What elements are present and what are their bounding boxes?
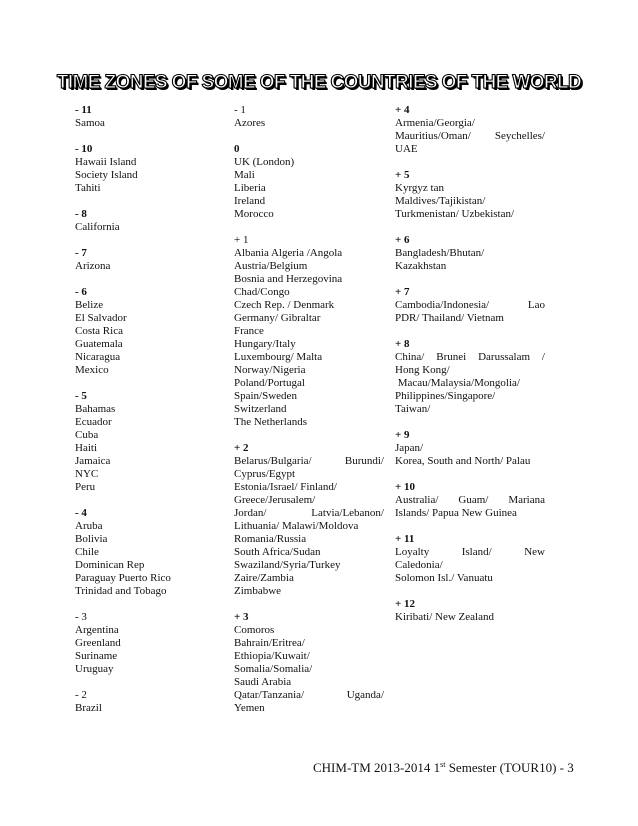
country-line-part: Loyalty [395,546,430,558]
country-line: Maldives/Tajikistan/ [395,195,486,207]
country-line: Kyrgyz tan [395,182,444,194]
column-2 [234,104,384,728]
country-line-part: Darussalam [478,351,531,363]
country-line-part: Guam/ [458,494,489,506]
country-line: Hawaii Island [75,156,137,168]
country-line-part: New [524,546,545,558]
utc-offset: + 11 [395,533,415,545]
utc-offset: - 7 [75,247,87,259]
country-line: Costa Rica [75,325,123,337]
country-line-part: Cambodia/Indonesia/ [395,299,490,311]
country-line-part: Seychelles/ [494,130,545,142]
country-line: Spain/Sweden [234,390,297,402]
country-line: Nicaragua [75,351,121,363]
country-line: Morocco [234,208,274,220]
country-line: Guatemala [75,338,123,350]
timezone-group [395,429,545,468]
footer-text: CHIM-TM 2013-2014 1 [313,760,441,775]
country-line: Lithuania/ Malawi/Moldova [234,520,359,532]
country-line [395,299,545,312]
country-line [395,130,545,143]
utc-offset: + 7 [395,286,410,298]
country-line [395,546,545,559]
page-title: TIME ZONES OF SOME OF THE COUNTRIES OF THE WORLD [56,72,582,93]
timezone-group [395,338,545,416]
country-line: Aruba [75,520,103,532]
country-line: Cyprus/Egypt [234,468,296,480]
country-line [395,494,545,507]
country-line [395,351,545,364]
footer-rest: Semester (TOUR10) - 3 [445,760,574,775]
timezone-group [75,689,215,715]
country-line: Taiwan/ [395,403,431,415]
country-line-part: Mariana [508,494,545,506]
country-line: Yemen [234,702,265,714]
utc-offset: - 5 [75,390,87,402]
country-line: Albania Algeria /Angola [234,247,343,259]
country-line: Arizona [75,260,111,272]
timezone-group [234,442,384,598]
timezone-group [395,169,545,221]
timezone-group [234,143,384,221]
utc-offset: + 1 [234,234,249,246]
country-line: Hong Kong/ [395,364,450,376]
country-line: Cuba [75,429,99,441]
country-line-part: Burundi/ [344,455,384,467]
utc-offset: + 9 [395,429,410,441]
country-line: Japan/ [395,442,424,454]
country-line: Zimbabwe [234,585,282,597]
country-line: Trinidad and Tobago [75,585,167,597]
country-line: Greenland [75,637,121,649]
utc-offset: + 8 [395,338,410,350]
country-line-part: Island/ [461,546,492,558]
country-line-part: China/ [395,351,425,363]
timezone-group [234,104,384,130]
country-line [234,689,384,702]
country-line: Jamaica [75,455,111,467]
country-line: Switzerland [234,403,287,415]
country-line: PDR/ Thailand/ Vietnam [395,312,504,324]
country-line: Peru [75,481,96,493]
country-line: Solomon Isl./ Vanuatu [395,572,493,584]
country-line: Azores [234,117,266,129]
country-line: Saudi Arabia [234,676,292,688]
country-line: UK (London) [234,156,295,168]
country-line: Poland/Portugal [234,377,305,389]
country-line: Chile [75,546,99,558]
timezone-group [75,208,215,234]
country-line: Korea, South and North/ Palau [395,455,531,467]
utc-offset: + 10 [395,481,416,493]
country-line: UAE [395,143,418,155]
utc-offset: + 5 [395,169,410,181]
country-line: California [75,221,120,233]
column-3 [395,104,545,637]
country-line: Ethiopia/Kuwait/ [234,650,310,662]
utc-offset: 0 [234,143,240,155]
timezone-group [395,533,545,585]
country-line-part: Latvia/Lebanon/ [311,507,384,519]
country-line: Kazakhstan [395,260,447,272]
country-line-part: / [541,351,545,363]
country-line: Belize [75,299,104,311]
country-line [234,507,384,520]
country-line: Czech Rep. / Denmark [234,299,335,311]
footer-superscript: st [440,760,446,769]
country-line: Turkmenistan/ Uzbekistan/ [395,208,515,220]
column-1 [75,104,215,728]
country-line: Ireland [234,195,266,207]
country-line: Zaire/Zambia [234,572,294,584]
country-line: Bolivia [75,533,108,545]
country-line: Haiti [75,442,97,454]
country-line [234,455,384,468]
country-line: Kiribati/ New Zealand [395,611,494,623]
country-line: Caledonia/ [395,559,443,571]
timezone-group [395,234,545,273]
timezone-group [395,598,545,624]
utc-offset: - 11 [75,104,92,116]
country-line-part: Lao [527,299,545,311]
country-line: Comoros [234,624,275,636]
country-line: France [234,325,264,337]
timezone-group [395,481,545,520]
country-line-part: Belarus/Bulgaria/ [234,455,312,467]
country-line: Mexico [75,364,109,376]
country-line-part: Brunei [436,351,467,363]
country-line: Romania/Russia [234,533,307,545]
utc-offset: - 3 [75,611,87,623]
timezone-group [75,286,215,377]
utc-offset: - 2 [75,689,87,701]
utc-offset: - 8 [75,208,87,220]
timezone-group [75,143,215,195]
country-line: NYC [75,468,99,480]
country-line: Suriname [75,650,118,662]
country-line: Bangladesh/Bhutan/ [395,247,485,259]
utc-offset: + 3 [234,611,249,623]
country-line: Greece/Jerusalem/ [234,494,316,506]
country-line-part: Qatar/Tanzania/ [234,689,305,701]
country-line: Brazil [75,702,102,714]
timezone-group [395,104,545,156]
country-line-part: Mauritius/Oman/ [395,130,471,142]
country-line: Uruguay [75,663,114,675]
country-line: Argentina [75,624,119,636]
country-line: Estonia/Israel/ Finland/ [234,481,337,493]
country-line-part: Uganda/ [346,689,384,701]
country-line: Paraguay Puerto Rico [75,572,171,584]
timezone-group [395,286,545,325]
utc-offset: + 4 [395,104,410,116]
country-line: Dominican Rep [75,559,145,571]
country-line: Islands/ Papua New Guinea [395,507,517,519]
country-line: Somalia/Somalia/ [234,663,313,675]
utc-offset: + 2 [234,442,249,454]
country-line: Armenia/Georgia/ [395,117,475,129]
country-line: The Netherlands [234,416,307,428]
country-line: Liberia [234,182,266,194]
country-line: Macau/Malaysia/Mongolia/ [395,377,520,389]
country-line-part: Jordan/ [234,507,267,519]
country-line: Luxembourg/ Malta [234,351,323,363]
utc-offset: - 10 [75,143,93,155]
timezone-group [75,104,215,130]
country-line: Austria/Belgium [234,260,308,272]
utc-offset: + 12 [395,598,416,610]
country-line: Bahrain/Eritrea/ [234,637,305,649]
country-line: Hungary/Italy [234,338,296,350]
country-line: South Africa/Sudan [234,546,321,558]
country-line: Chad/Congo [234,286,290,298]
country-line: Norway/Nigeria [234,364,306,376]
timezone-group [75,247,215,273]
country-line-part: Australia/ [395,494,439,506]
page-footer [313,760,574,776]
country-line: Samoa [75,117,105,129]
country-line: Bosnia and Herzegovina [234,273,343,285]
country-line: Mali [234,169,255,181]
country-line: Society Island [75,169,138,181]
country-line: El Salvador [75,312,127,324]
country-line: Ecuador [75,416,112,428]
timezone-group [234,611,384,715]
utc-offset: - 1 [234,104,246,116]
timezone-group [75,507,215,598]
utc-offset: - 6 [75,286,87,298]
country-line: Philippines/Singapore/ [395,390,496,402]
country-line: Tahiti [75,182,101,194]
utc-offset: + 6 [395,234,410,246]
country-line: Bahamas [75,403,116,415]
country-line: Swaziland/Syria/Turkey [234,559,341,571]
timezone-group [234,234,384,429]
timezone-group [75,611,215,676]
utc-offset: - 4 [75,507,87,519]
timezone-group [75,390,215,494]
country-line: Germany/ Gibraltar [234,312,321,324]
